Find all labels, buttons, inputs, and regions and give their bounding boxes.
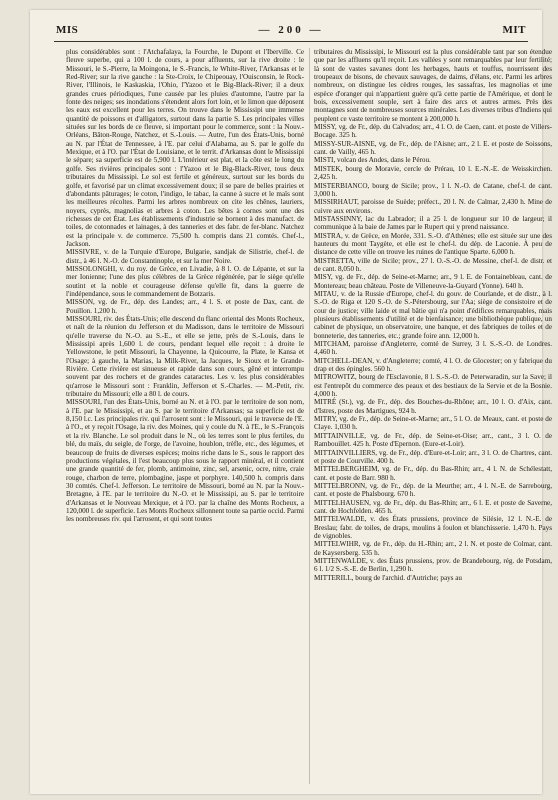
dictionary-entry: MITRY, vg. de Fr., dép. de Seine-et-Marne; arr., 5 l. O. de Meaux, cant. et poste de Claye. 1,030 h. (314, 415, 552, 432)
dictionary-entry: MITTELBERGHEIM, vg. de Fr., dép. du Bas-Rhin; arr., 4 l. N. de Schélestatt, cant. et poste de Barr. 980 h. (314, 465, 552, 482)
dictionary-entry: MISSY-SUR-AISNE, vg. de Fr., dép. de l'Aisne; arr., 2 l. E. et poste de Soissons, cant. de Vailly, 465 h. (314, 139, 552, 157)
dictionary-entry: MISTEK, bourg de Moravie, cercle de Prérau, 10 l. E.-N.-E. de Weisskirchen. 2,425 h. (314, 164, 552, 182)
dictionary-entry: MITTELHAUSEN, vg. de Fr., dép. du Bas-Rhin; arr., 6 l. E. et poste de Saverne, cant. de Hochfelden. 465 h. (314, 498, 552, 515)
dictionary-entry: MITCHELL-DEAN, v. d'Angleterre; comté, 4 l. O. de Glocester; on y fabrique du drap et des épingles. 560 h. (314, 356, 552, 374)
dictionary-entry: MISSON, vg. de Fr., dép. des Landes; arr., 4 l. S. et poste de Dax, cant. de Pouillon. 1,200 h. (66, 298, 304, 315)
dictionary-entry: MISTRETTA, ville de Sicile; prov., 27 l. O.-S.-O. de Messine, chef-l. de distr. et de cant. 8,050 h. (314, 256, 552, 273)
dictionary-entry: MISSIRHAUT, paroisse de Suède; préfect., 20 l. N. de Calmar, 2,430 h. Mine de cuivre aux environs. (314, 198, 552, 215)
dictionary-entry: MISSOURI, riv. des États-Unis; elle descend du flanc oriental des Monts Rocheux, et naît de la réunion du Jefferson et du Madisson, dans le territoire de Missouri qu'elle traverse du N.-O. au S.-E., et elle se jette, près de S.-Louis, dans le Mississipi après 1,600 l. de cours, pendant lequel elle reçoit : à droite le Yellowstone, le petit Missouri, la Chayenne, la Quicourre, la Plate, le Kansa et l'Osage; à gauche, la Marias, la Milk-River, la Jacques, le Sioux et le Grande-Rivière. Cette rivière est sinueuse et rapide dans son cours, gêné et interrompu souvent par des rochers et de grandes cataractes. Les v. les plus considérables qu'arrose le Missouri sont : Franklin, Jefferson et S.-Charles. — M.-Petit, riv. tributaire du Missouri; elle a 80 l. de cours. (66, 315, 304, 399)
header-rule (54, 41, 528, 42)
dictionary-entry: MISSOURI, l'un des États-Unis, borné au N. et à l'O. par le territoire de son nom, à l'E. par le Mississipi, et au S. par le territoire d'Arkansas; sa superficie est de 8,150 l.c. Les principales riv. qui l'arrosent sont : le Missouri, qui le traverse de l'E. à l'O., et y reçoit l'Osage, la riv. des Moines, qui y coule du N. à l'E., le S.-François et la riv. Blanche. Le sol produit dans le N., où les terres sont le plus fertiles, du blé, du maïs, du seigle, de l'orge, de l'avoine, houblon, trèfle, etc., des légumes, et beaucoup de fruits de diverses espèces; moins riche dans le S., sous le rapport des productions végétales, il l'est beaucoup plus sous le rapport minéral, et il contient une grande quantité de fer, plomb, antimoine, zinc, sel, arsenic, ocre, nitre, craie rouge, charbon de terre, plombagine, jaspe et porphyre. 140,500 h. compris dans 30 comtés. Chef-l. Jefferson. Le territoire de Missouri, borné au N. par la Nouv.-Bretagne, à l'E. par le territoire du N.-O. et le Mississipi, au S. par le territoire d'Arkansas et le Nouveau Mexique, et à l'O. par la chaîne des Monts Rocheux, a 120,000 l. de superficie. Les Monts Rocheux sillonnent toute sa partie occid. Parmi les nombreuses riv. qui l'arrosent, et qui sont toutes (66, 398, 304, 524)
dictionary-entry: MITAU, v. de la Russie d'Europe, chef-l. du gouv. de Courlande, et de distr., à l. S.-O. de Riga et 120 S.-O. de S.-Pétersbourg, sur l'Aa; siège de consistoire et de cour de justice; ville laide et mal bâtie qui n'a point d'édifices remarquables, mais plusieurs établissements d'utilité et de bienfaisance; une bibliothèque publique, un cabinet de physique, un observatoire, une banque, et des fabriques de toiles et de bonneterie, des tanneries, etc.; grande foire ann. 12,000 h. (314, 289, 552, 340)
dictionary-entry: MITTENWALDE, v. des États prussiens, prov. de Brandebourg, rég. de Potsdam, 6 l. 1/2 S.-S.-E. de Berlin, 1,290 h. (314, 556, 552, 574)
dictionary-entry: MISTASSINNY, lac du Labrador; il a 25 l. de longueur sur 10 de largeur; il communique à la baie de James par le Rupert qui y prend naissance. (314, 214, 552, 232)
text-columns (66, 48, 552, 784)
dictionary-entry: MITTERILL, bourg de l'archid. d'Autriche; pays au (314, 573, 462, 582)
dictionary-entry: MISSOLONGHI, v. du roy. de Grèce, en Livadie, à 8 l. O. de Lépante, et sur la mer Ionienne; l'une des plus célèbres de la Grèce régénérée, par le siège qu'elle soutint et la noble et courageuse défense qu'elle fit, dans la guerre de l'indépendance, sous le commandement de Botzaris. (66, 264, 304, 298)
running-header (56, 24, 526, 40)
dictionary-entry: plus considérables sont : l'Atchafalaya, la Fourche, le Dupont et l'Iberville. Ce fleuve superbe, qui a 100 l. de cours, a pour affluents, sur la rive droite : le Missouri, le S.-Pierre, la Moingona, le S.-Francis, le White-River, l'Arkansas et le Red-River; sur la rive gauche : la Ste-Croix, le Chipeouay, l'Ouisconsin, le Rock-River, l'Illinois, le Kaskaskia, l'Ohio, l'Yazoo et le Big-Black-River; il a deux grandes crues périodiques, l'une causée par les pluies d'automne, l'autre par la fonte des neiges; ses inondations s'étendent alors fort loin, et le limon que déposent les eaux est excellent pour les terres. On trouve dans le Mississipi une immense quantité de poissons et d'alligators, surtout dans la partie S. Les principales villes situées sur les bords de ce fleuve, si important pour le commerce, sont : la Nouv.-Orléans, Bâton-Rouge, Natchez, et S.-Louis. — Autre, l'un des États-Unis, borné au N. par l'État de Tennessee, à l'E. par celui d'Alabama, au S. par le golfe du Mexique, et à l'O. par l'État de Louisiane, et le territ. d'Arkansas dont le Mississipi le sépare; sa superficie est de 5,900 l. L'intérieur est plat, et la côte est le long du golfe. Ses rivières principales sont : l'Yazoo et le Big-Black-River, tous deux tributaires du Mississipi. Le sol est fertile et généreux, surtout sur les bords du golfe, et favorisé par un climat excessivement doux; il se pare de belles prairies et d'abondants pâturages; le coton, l'indigo, le tabac, la canne à sucre et le maïs sont les meilleures récoltes. Parmi les arbres nombreux on cite les chênes, lauriers, noyers, cyprès, magnolias et arbres à coton. Les bêtes à cornes sont une des richesses de cet État. Les établissements d'industrie se bornent à des manufact. de toiles, de cotonnades et lainages, à des tanneries et des fabr. de fer-blanc. Natchez est la principale v. de commerce. 75,500 h. compris dans 21 comtés. Chef-l., Jackson. (66, 48, 304, 248)
column-divider (309, 48, 310, 784)
dictionary-entry: tributaires du Mississipi, le Missouri est la plus considérable tant par son étendue que par les affluens qu'il reçoit. Les vallées y sont remarquables par leur fertilité; là sont de vastes savanes dont les herbages, hauts et touffus, nourrissent des troupeaux de bisons, de chevaux sauvages, de daims, d'élans, etc. Parmi les arbres nombreux, on distingue les cèdres rouges, les sassafras, les magnolias et une espèce d'oranger qui n'appartient guère qu'à cette partie de l'Amérique, et dont le bois, excessivement souple, sert à faire des arcs et autres armes. Près des montagnes sont de nombreuses sources minérales. Les diverses tribus d'Indiens qui peuplent ce vaste territoire se montent à 200,000 h. (314, 48, 552, 123)
dictionary-entry: MISY, vg. de Fr., dép. de Seine-et-Marne; arr., 9 l. E. de Fontainebleau, cant. de Montereau; beau château. Poste de Villeneuve-la-Guyard (Yonne). 640 h. (314, 273, 552, 290)
dictionary-entry: MISSIVRE, v. de la Turquie d'Europe, Bulgarie, sandjak de Silistrie, chef-l. de distr., à 46 l. N.-O. de Constantinople, et sur la mer Noire. (66, 248, 304, 265)
dictionary-entry: MITRÉ (St.), vg. de Fr., dép. des Bouches-du-Rhône; arr., 10 l. O. d'Aix, cant. d'Istres, poste des Martigues, 924 h. (314, 398, 552, 415)
right-column (314, 48, 552, 784)
page-number: — 200 — (258, 24, 324, 36)
dictionary-entry: MITTAINVILLIERS, vg. de Fr., dép. d'Eure-et-Loir; arr., 3 l. O. de Chartres, cant. et poste de Courville. 400 h. (314, 448, 552, 465)
dictionary-entry: MITTELBRONN, vg. de Fr., dép. de la Meurthe; arr., 4 l. N.-E. de Sarrebourg, cant. et poste de Phalsbourg. 670 h. (314, 481, 552, 499)
dictionary-entry: MITCHAM, paroisse d'Angleterre, comté de Surrey, 3 l. S.-S.-O. de Londres. 4,460 h. (314, 340, 552, 357)
dictionary-entry: MITTELWIHR, vg. de Fr., dép. du H.-Rhin; arr., 2 l. N. et poste de Colmar, cant. de Kaysersberg. 535 h. (314, 540, 552, 557)
header-right-guideword: MIT (502, 24, 526, 36)
header-left-guideword: MIS (56, 24, 79, 36)
dictionary-entry: MITTAINVILLE, vg. de Fr., dép. de Seine-et-Oise; arr., cant., 3 l. O. de Rambouillet. 425 h. Poste d'Epernon. (Eure-et-Loir). (314, 431, 552, 449)
dictionary-entry: MISTRA, v. de Grèce, en Morée, 331. S.-O. d'Athènes; elle est située sur une des hauteurs du mont Taygète, et elle est le chef-l. du dép. de Laconie. À peu de distance de cette ville on trouve les ruines de l'antique Sparte. 6,000 h. (314, 231, 552, 257)
left-column (66, 48, 304, 784)
dictionary-entry: MITROWITZ, bourg de l'Esclavonie, 8 l. S.-S.-O. de Peterwaradin, sur la Save; il est l'entrepôt du commerce des peaux et des bestiaux de la Servie et de la Bosnie. 4,000 h. (314, 373, 552, 399)
dictionary-entry: MITTELWALDE, v. des États prussiens, province de Silésie, 12 l. N.-E. de Breslau; fabr. de toiles, de draps, moulins à foulon et blanchisserie. 1,470 h. Pays de vignobles. (314, 515, 552, 540)
dictionary-entry: MISSY, vg. de Fr., dép. du Calvados; arr., 4 l. O. de Caen, cant. et poste de Villers-Bocage. 325 h. (314, 123, 552, 140)
dictionary-entry: MISTERBIANCO, bourg de Sicile; prov., 1 l. N.-O. de Catane, chef-l. de cant. 3,000 h. (314, 181, 552, 198)
dictionary-entry: MISTI, volcan des Andes, dans le Pérou. (314, 156, 431, 165)
book-page (30, 10, 552, 794)
